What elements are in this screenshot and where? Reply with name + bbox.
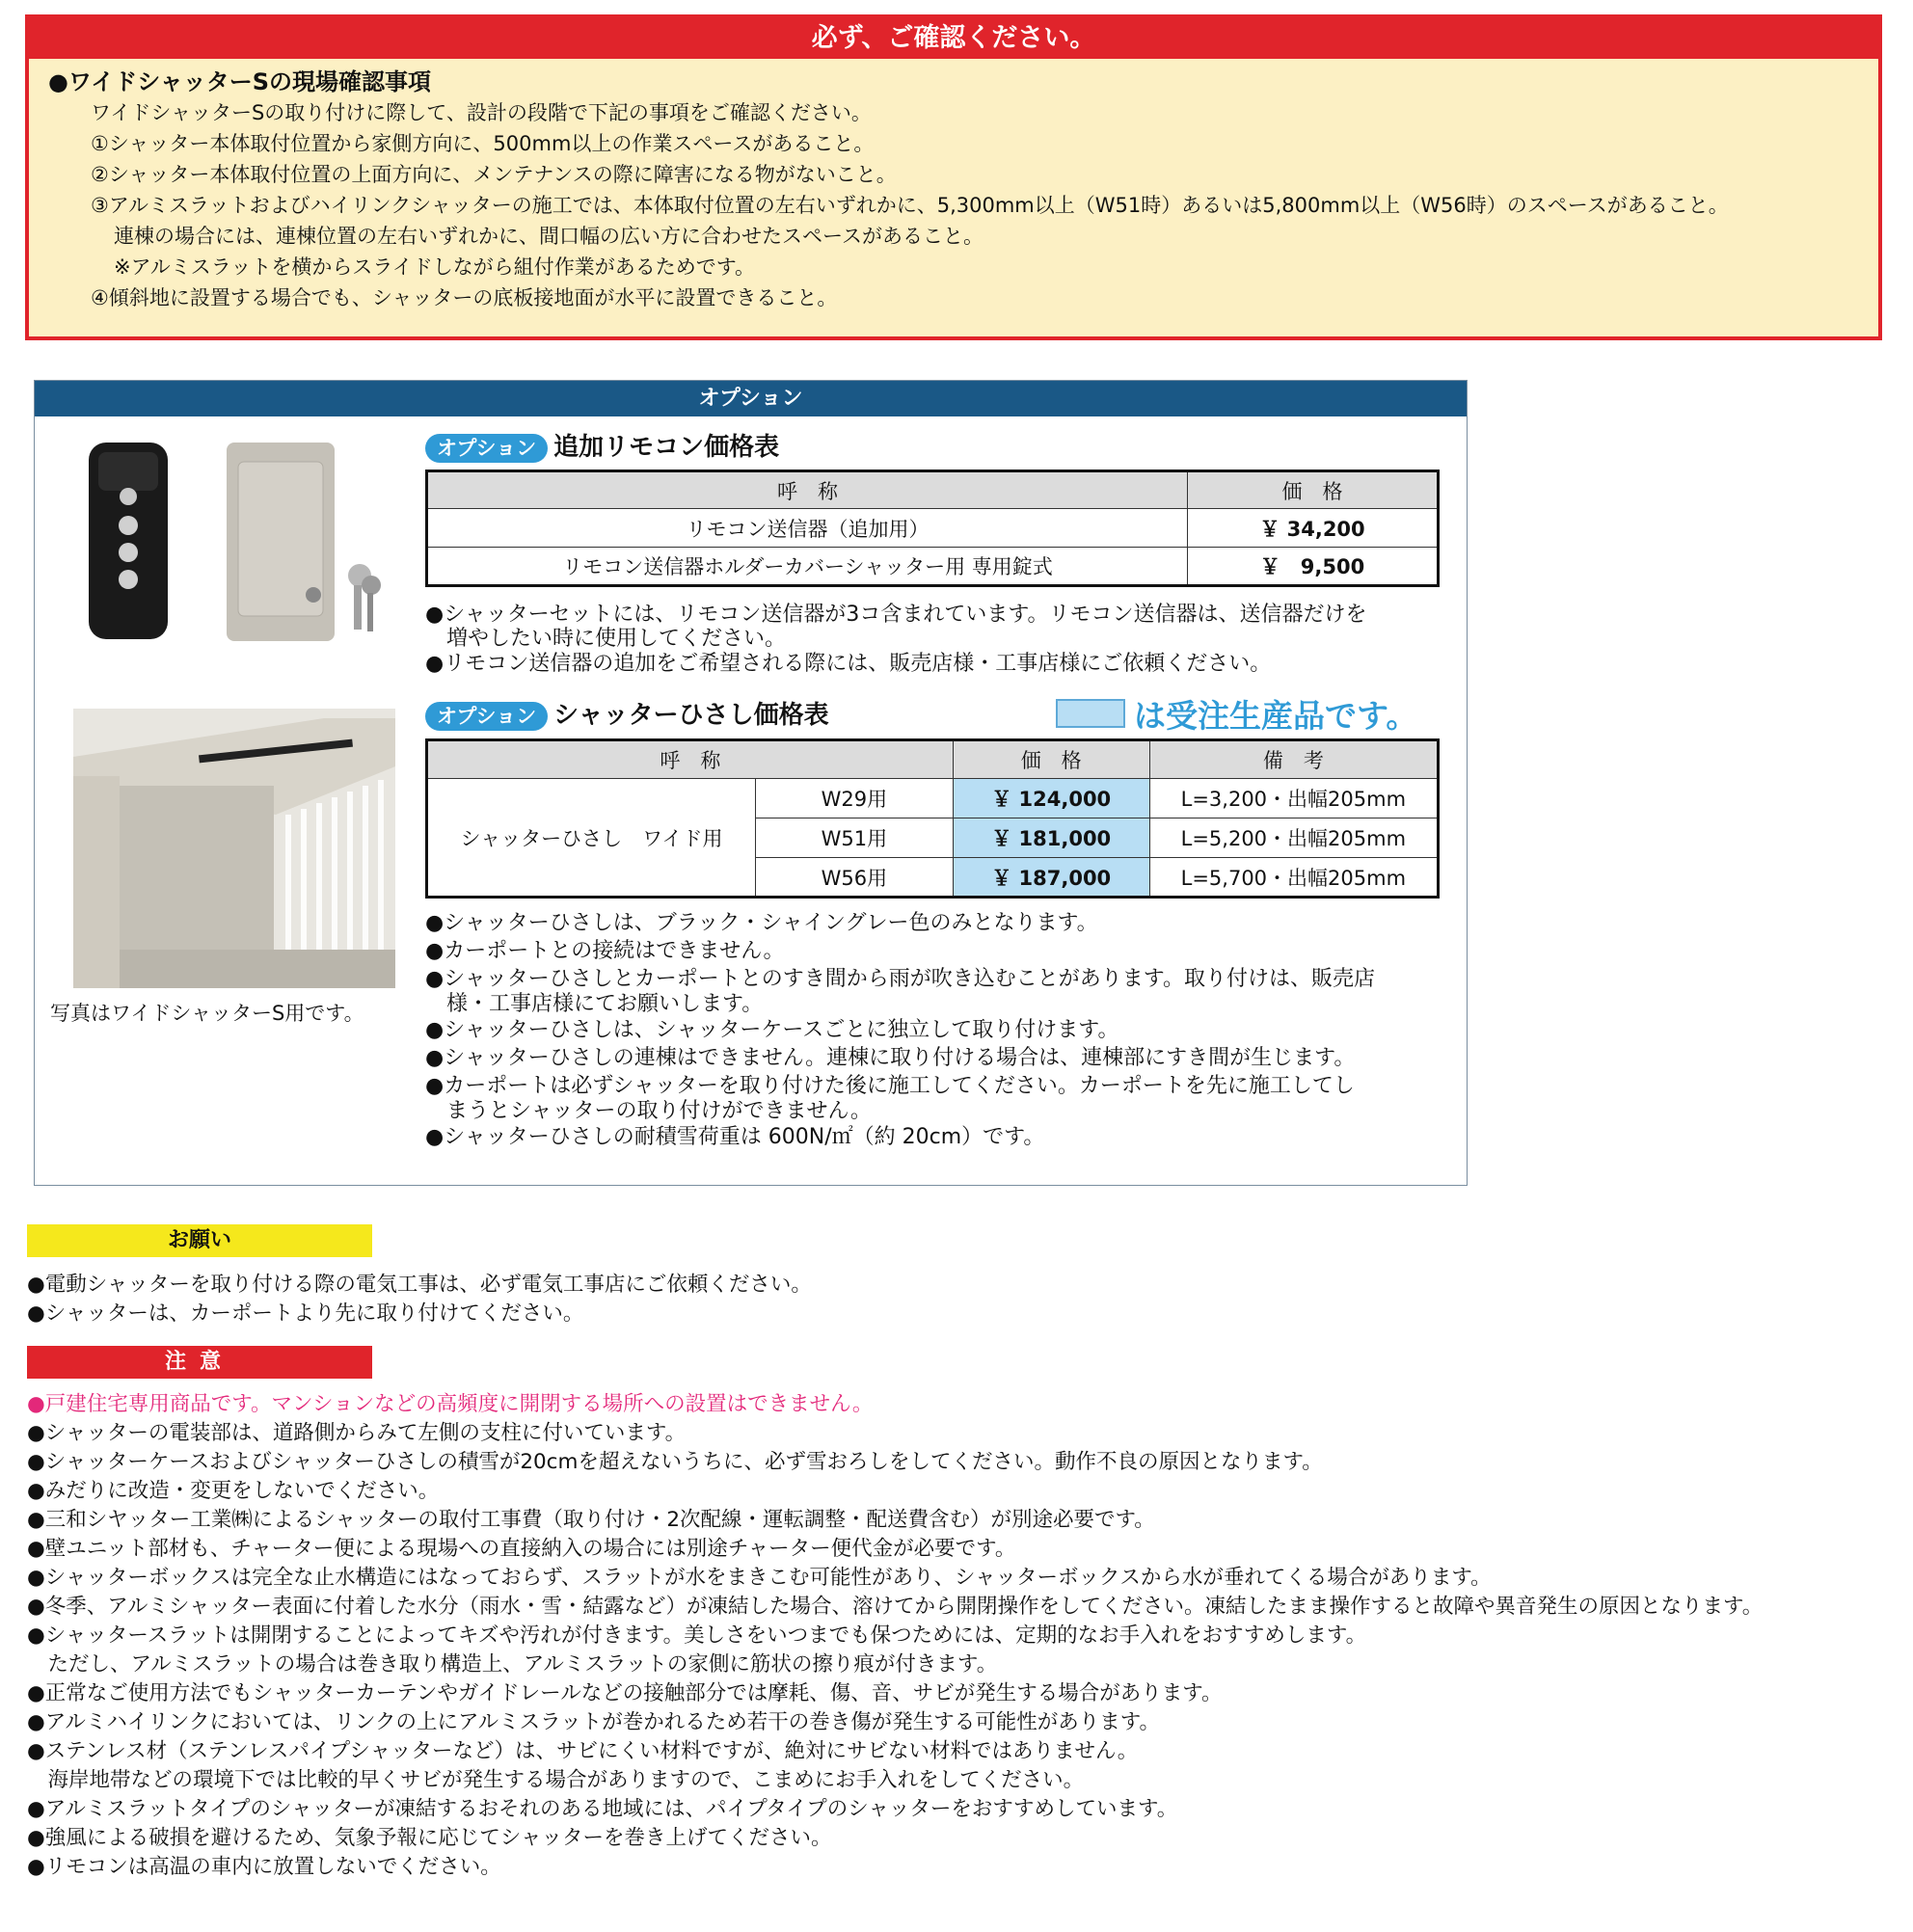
list-item: ●リモコンは高温の車内に放置しないでください。 xyxy=(27,1855,501,1879)
shutter-hisashi-photo xyxy=(73,709,395,988)
option-pill: オプション xyxy=(425,702,548,731)
hisashi-price-table xyxy=(425,738,1440,899)
option-pill: オプション xyxy=(425,434,548,463)
col-note-header: 備 考 xyxy=(1149,740,1438,779)
note-line: ●シャッターセットには、リモコン送信器が3コ含まれています。リモコン送信器は、送信器だけを xyxy=(425,603,1367,627)
made-to-order-legend-swatch xyxy=(1056,699,1125,728)
confirm-body xyxy=(29,59,1878,313)
option-panel xyxy=(34,380,1468,1186)
request-header: お願い xyxy=(27,1224,372,1257)
confirm-box xyxy=(25,14,1882,340)
note-line: 様・工事店様にてお願いします。 xyxy=(425,992,764,1016)
note-line: ●カーポートとの接続はできません。 xyxy=(425,939,785,963)
col-price-header: 価 格 xyxy=(1188,471,1439,509)
confirm-line: ②シャッター本体取付位置の上面方向に、メンテナンスの際に障害になる物がないこと。 xyxy=(91,163,897,186)
made-to-order-legend-text: は受注生産品です。 xyxy=(1134,697,1418,735)
caution-list xyxy=(27,1390,1763,1882)
request-list xyxy=(27,1271,812,1328)
col-name-header: 呼 称 xyxy=(427,471,1188,509)
list-item: ●シャッターボックスは完全な止水構造にはなっておらず、スラットが水をまきこむ可能性があり、シャッターボックスから水が垂れてくる場合があります。 xyxy=(27,1566,1492,1590)
hisashi-note: L=5,200・出幅205mm xyxy=(1149,818,1438,858)
list-item: ●冬季、アルミシャッター表面に付着した水分（雨水・雪・結露など）が凍結した場合、溶けてから開閉操作をしてください。凍結したまま操作すると故障や異音発生の原因となります。 xyxy=(27,1595,1764,1619)
list-item: ●シャッターは、カーポートより先に取り付けてください。 xyxy=(27,1301,584,1326)
confirm-line: ワイドシャッターSの取り付けに際して、設計の段階で下記の事項をご確認ください。 xyxy=(91,101,872,124)
remote-item-name: リモコン送信器ホルダーカバーシャッター用 専用錠式 xyxy=(427,548,1188,586)
list-item: ●アルミハイリンクにおいては、リンクの上にアルミスラットが巻かれるため若干の巻き傷が発生する可能性があります。 xyxy=(27,1710,1161,1734)
hisashi-size: W51用 xyxy=(756,818,954,858)
table-header-row xyxy=(427,471,1439,509)
hisashi-note: L=5,700・出幅205mm xyxy=(1149,858,1438,898)
list-item: ●ステンレス材（ステンレスパイプシャッターなど）は、サビにくい材料ですが、絶対にサビない材料ではありません。 xyxy=(27,1739,1139,1763)
list-item: ●電動シャッターを取り付ける際の電気工事は、必ず電気工事店にご依頼ください。 xyxy=(27,1273,812,1297)
note-line: 増やしたい時に使用してください。 xyxy=(425,627,787,651)
remote-price-table xyxy=(425,470,1440,587)
remote-item-price: ￥ 34,200 xyxy=(1188,509,1439,548)
list-item: ●壁ユニット部材も、チャーター便による現場への直接納入の場合には別途チャーター便代金が必要です。 xyxy=(27,1537,1016,1561)
confirm-title: ●ワイドシャッターSの現場確認事項 xyxy=(48,68,432,95)
note-line: ●シャッターひさしとカーポートとのすき間から雨が吹き込むことがあります。取り付けは、販売店 xyxy=(425,967,1375,991)
table-header-row xyxy=(427,740,1439,779)
list-item: ●正常なご使用方法でもシャッターカーテンやガイドレールなどの接触部分では摩耗、傷、音、サビが発生する場合があります。 xyxy=(27,1681,1223,1705)
hisashi-size: W29用 xyxy=(756,779,954,818)
confirm-header: 必ず、ご確認ください。 xyxy=(29,18,1878,59)
list-item: ●三和シヤッター工業㈱によるシャッターの取付工事費（取り付け・2次配線・運転調整・配送費含む）が別途必要です。 xyxy=(27,1508,1155,1532)
confirm-line: ③アルミスラットおよびハイリンクシャッターの施工では、本体取付位置の左右いずれかに、5,300mm以上（W51時）あるいは5,800mm以上（W56時）のスペースがあること。 xyxy=(91,194,1729,217)
list-item: 海岸地帯などの環境下では比較的早くサビが発生する場合がありますので、こまめにお手入れをしてください。 xyxy=(27,1768,1085,1792)
remote-item-name: リモコン送信器（追加用） xyxy=(427,509,1188,548)
hisashi-price: ￥ 124,000 xyxy=(953,779,1149,818)
hisashi-price-title xyxy=(425,699,829,732)
confirm-line: ④傾斜地に設置する場合でも、シャッターの底板接地面が水平に設置できること。 xyxy=(91,286,838,309)
table-row xyxy=(427,548,1439,586)
remote-control-photo xyxy=(85,441,172,641)
note-line: ●シャッターひさしは、ブラック・シャイングレー色のみとなります。 xyxy=(425,911,1098,935)
hisashi-notes xyxy=(425,909,1375,1151)
confirm-line: 連棟の場合には、連棟位置の左右いずれかに、間口幅の広い方に合わせたスペースがあること。 xyxy=(114,225,983,248)
hisashi-size: W56用 xyxy=(756,858,954,898)
note-line: ●カーポートは必ずシャッターを取り付けた後に施工してください。カーポートを先に施工してし xyxy=(425,1074,1355,1098)
col-price-header: 価 格 xyxy=(953,740,1149,779)
note-line: まうとシャッターの取り付けができません。 xyxy=(425,1099,872,1123)
hisashi-note: L=3,200・出幅205mm xyxy=(1149,779,1438,818)
table-row xyxy=(427,509,1439,548)
hisashi-price: ￥ 187,000 xyxy=(953,858,1149,898)
remote-price-title xyxy=(425,431,779,464)
option-header: オプション xyxy=(35,381,1467,416)
list-item: ●アルミスラットタイプのシャッターが凍結するおそれのある地域には、パイプタイプのシャッターをおすすめしています。 xyxy=(27,1797,1178,1821)
table-row xyxy=(427,779,1439,818)
caution-highlight: ●戸建住宅専用商品です。マンションなどの高頻度に開閉する場所への設置はできません。 xyxy=(27,1392,874,1416)
note-line: ●シャッターひさしの連棟はできません。連棟に取り付ける場合は、連棟部にすき間が生じます。 xyxy=(425,1046,1356,1070)
confirm-line: ※アルミスラットを横からスライドしながら組付作業があるためです。 xyxy=(114,255,756,279)
list-item: ただし、アルミスラットの場合は巻き取り構造上、アルミスラットの家側に筋状の擦り痕が付きます。 xyxy=(27,1652,998,1677)
col-name-header: 呼 称 xyxy=(427,740,954,779)
confirm-line: ①シャッター本体取付位置から家側方向に、500mm以上の作業スペースがあること。 xyxy=(91,132,875,155)
note-line: ●シャッターひさしは、シャッターケースごとに独立して取り付けます。 xyxy=(425,1018,1119,1042)
remote-notes xyxy=(425,601,1367,678)
remote-holder-cover-photo xyxy=(225,441,387,643)
hisashi-name: シャッターひさし ワイド用 xyxy=(427,779,756,898)
hisashi-title-text: シャッターひさし価格表 xyxy=(553,701,829,730)
list-item: ●シャッターケースおよびシャッターひさしの積雪が20cmを超えないうちに、必ず雪おろしをしてください。動作不良の原因となります。 xyxy=(27,1450,1323,1474)
note-line: ●シャッターひさしの耐積雪荷重は 600N/㎡（約 20cm）です。 xyxy=(425,1125,1045,1149)
caution-header: 注意 xyxy=(27,1346,372,1379)
remote-item-price: ￥ 9,500 xyxy=(1188,548,1439,586)
hisashi-price: ￥ 181,000 xyxy=(953,818,1149,858)
note-line: ●リモコン送信器の追加をご希望される際には、販売店様・工事店様にご依頼ください。 xyxy=(425,652,1272,676)
list-item: ●シャッターの電装部は、道路側からみて左側の支柱に付いています。 xyxy=(27,1421,687,1445)
remote-title-text: 追加リモコン価格表 xyxy=(553,433,780,462)
list-item: ●みだりに改造・変更をしないでください。 xyxy=(27,1479,440,1503)
photo-caption: 写真はワイドシャッターS用です。 xyxy=(50,1002,364,1025)
list-item: ●強風による破損を避けるため、気象予報に応じてシャッターを巻き上げてください。 xyxy=(27,1826,832,1850)
list-item: ●シャッタースラットは開閉することによってキズや汚れが付きます。美しさをいつまでも保つためには、定期的なお手入れをおすすめします。 xyxy=(27,1623,1367,1648)
